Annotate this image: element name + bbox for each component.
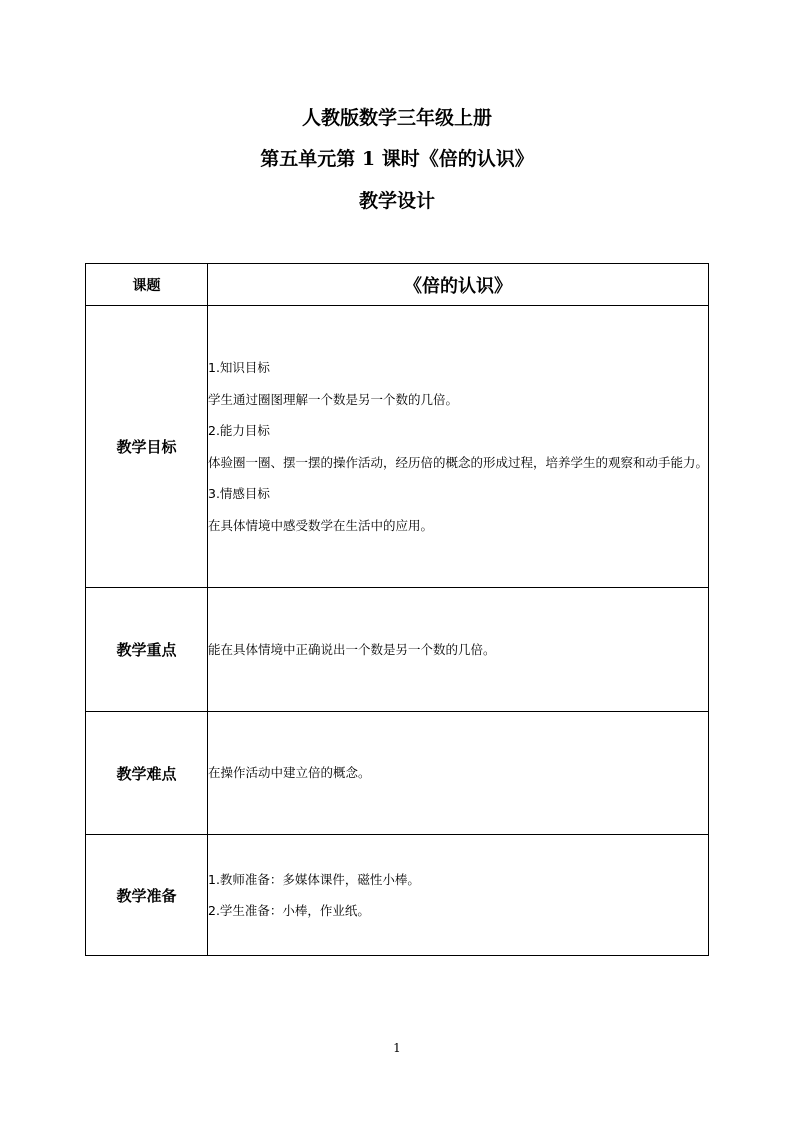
page-number: 1	[393, 1041, 401, 1055]
table-row-key-points	[86, 588, 709, 712]
objective-emotion-text: 在具体情境中感受数学在生活中的应用。	[208, 517, 434, 533]
key-points-text: 能在具体情境中正确说出一个数是另一个数的几倍。	[208, 641, 496, 657]
document-subtitle: 第五单元第 1 课时《倍的认识》	[260, 148, 534, 170]
objective-emotion-heading: 3.情感目标	[208, 486, 270, 501]
objective-ability-text: 体验圈一圈、摆一摆的操作活动，经历倍的概念的形成过程，培养学生的观察和动手能力。	[208, 454, 709, 470]
key-points-content	[208, 588, 709, 712]
table-row-preparation	[86, 835, 709, 956]
lesson-plan-table	[85, 263, 709, 956]
objective-ability-heading: 2.能力目标	[208, 423, 270, 438]
difficulties-content	[208, 712, 709, 835]
topic-value: 《倍的认识》	[208, 264, 709, 306]
table-row-objectives	[86, 306, 709, 588]
difficulties-text: 在操作活动中建立倍的概念。	[208, 765, 371, 781]
preparation-teacher: 1.教师准备：多媒体课件，磁性小棒。	[208, 871, 420, 887]
document-type-heading: 教学设计	[358, 190, 435, 212]
topic-label: 课题	[86, 264, 208, 306]
preparation-content	[208, 835, 709, 956]
objectives-label: 教学目标	[86, 306, 208, 588]
objective-knowledge-text: 学生通过圈图理解一个数是另一个数的几倍。	[208, 391, 459, 407]
objective-knowledge-heading: 1.知识目标	[208, 360, 270, 375]
table-row-topic	[86, 264, 709, 306]
document-title: 人教版数学三年级上册	[301, 107, 492, 129]
objectives-content	[208, 306, 709, 588]
preparation-student: 2.学生准备：小棒，作业纸。	[208, 903, 370, 918]
difficulties-label: 教学难点	[86, 712, 208, 835]
key-points-label: 教学重点	[86, 588, 208, 712]
preparation-label: 教学准备	[86, 835, 208, 956]
table-row-difficulties	[86, 712, 709, 835]
